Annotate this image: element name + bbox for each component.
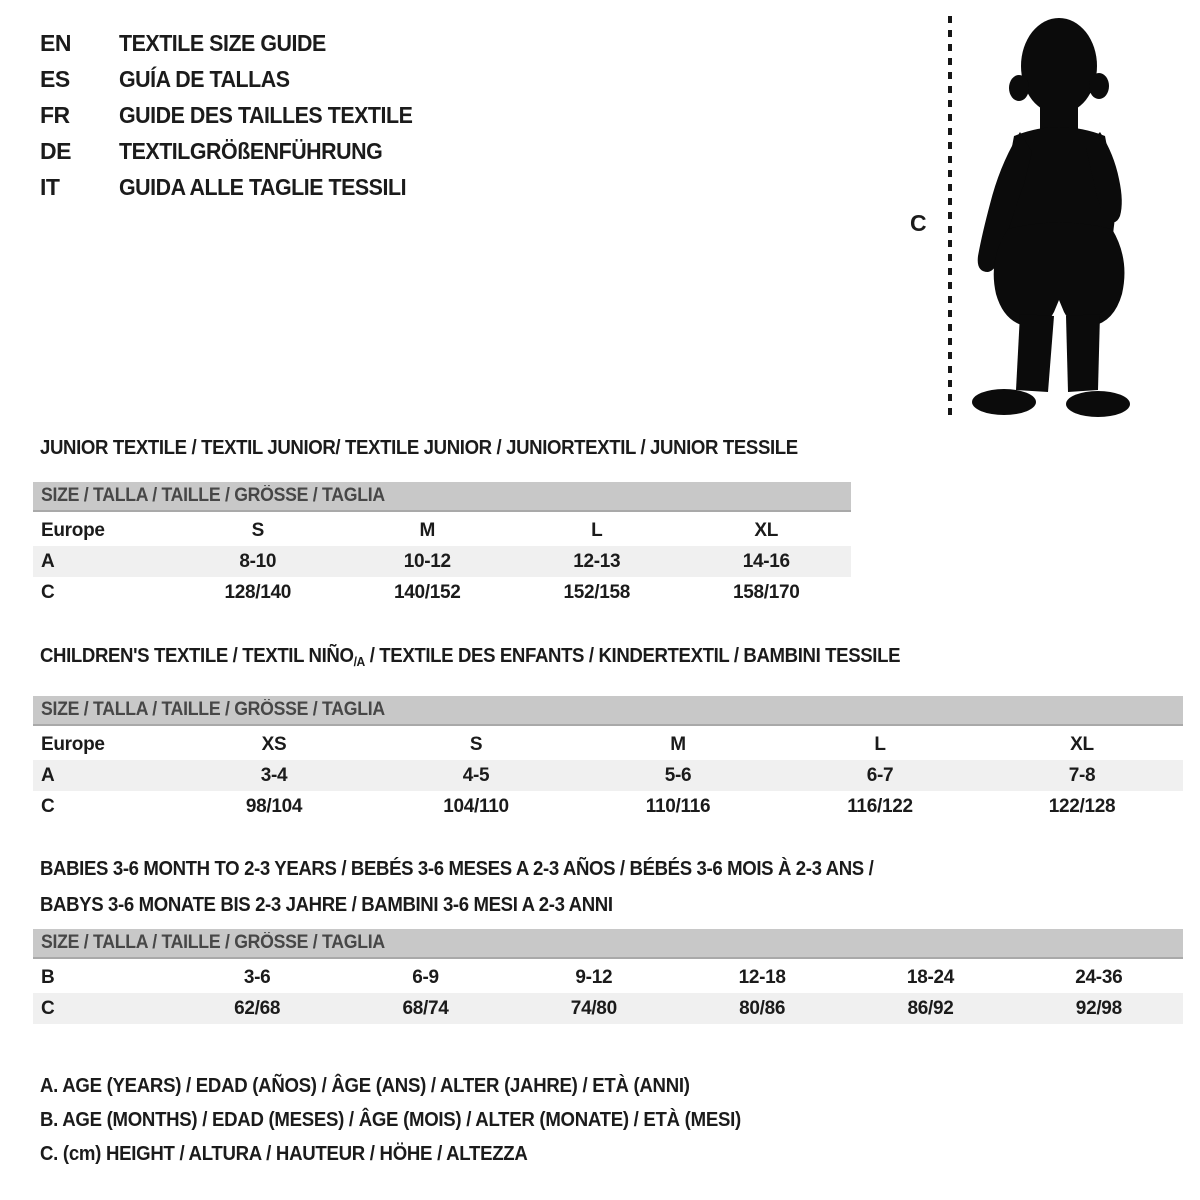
row-label: Europe (41, 733, 105, 755)
section-babies-textile (33, 851, 1183, 1024)
table-cell: 9-12 (575, 966, 613, 988)
table-cell: 80/86 (739, 997, 786, 1019)
language-row-fr (40, 97, 435, 133)
table-cell: 18-24 (906, 966, 955, 988)
table-cell: L (591, 519, 603, 541)
table-row (33, 729, 1183, 760)
table-row (33, 515, 851, 546)
footnote-legend (40, 1069, 794, 1171)
table-cell: 122/128 (1048, 795, 1116, 817)
table-row (33, 577, 851, 608)
size-header-bar: SIZE / TALLA / TAILLE / GRÖSSE / TAGLIA (33, 482, 851, 512)
section-title-line-1: BABIES 3-6 MONTH TO 2-3 YEARS / BEBÉS 3-6 MESES A 2-3 AÑOS / BÉBÉS 3-6 MOIS À 2-3 ANS / (40, 858, 874, 880)
table-cell: 128/140 (224, 581, 292, 603)
row-label: C (41, 581, 55, 603)
row-label: B (41, 966, 55, 988)
language-code: FR (40, 101, 70, 128)
table-cell: 152/158 (563, 581, 631, 603)
table-cell: 3-6 (243, 966, 271, 988)
guide-title-it: GUIDA ALLE TAGLIE TESSILI (119, 173, 407, 200)
table-cell: 68/74 (402, 997, 449, 1019)
table-row (33, 993, 1183, 1024)
table-cell: 3-4 (260, 764, 288, 786)
section-title: JUNIOR TEXTILE / TEXTIL JUNIOR/ TEXTILE JUNIOR / JUNIORTEXTIL / JUNIOR TESSILE (40, 437, 798, 459)
table-cell: 104/110 (443, 795, 509, 817)
table-cell: 140/152 (393, 581, 461, 603)
table-cell: 10-12 (403, 550, 451, 572)
table-cell: 98/104 (245, 795, 303, 817)
language-code: EN (40, 29, 71, 56)
table-cell: 86/92 (907, 997, 954, 1019)
guide-title-fr: GUIDE DES TAILLES TEXTILE (119, 101, 413, 128)
table-cell: 8-10 (239, 550, 277, 572)
table-row (33, 962, 1183, 993)
table-cell: S (469, 733, 483, 755)
table-cell: 5-6 (664, 764, 692, 786)
section-title: CHILDREN'S TEXTILE / TEXTIL $NIÑO_{/A}$ / TEXTILE DES ENFANTS / KINDERTEXTIL / BAMBINI TESSILE (40, 645, 901, 669)
toddler-silhouette-icon (962, 14, 1142, 418)
table-cell: XS (261, 733, 287, 755)
table-cell: 4-5 (462, 764, 490, 786)
language-row-es (40, 61, 435, 97)
children-size-table (33, 729, 1183, 822)
language-row-de (40, 133, 435, 169)
table-cell: 24-36 (1075, 966, 1123, 988)
row-label: A (41, 764, 55, 786)
language-row-it (40, 169, 435, 205)
height-measure-label: C (910, 210, 927, 236)
language-code: DE (40, 137, 71, 164)
row-label: A (41, 550, 55, 572)
size-header-bar: SIZE / TALLA / TAILLE / GRÖSSE / TAGLIA (33, 929, 1183, 959)
table-cell: 158/170 (732, 581, 800, 603)
table-cell: 74/80 (570, 997, 617, 1019)
table-cell: M (419, 519, 436, 541)
table-cell: XL (754, 519, 779, 541)
height-measure-dashed-line (948, 16, 952, 416)
table-cell: 6-7 (866, 764, 894, 786)
table-row (33, 791, 1183, 822)
guide-title-es: GUÍA DE TALLAS (119, 65, 290, 92)
table-row (33, 760, 1183, 791)
babies-size-table (33, 962, 1183, 1024)
section-junior-textile (33, 436, 851, 608)
table-cell: 14-16 (742, 550, 790, 572)
row-label: C (41, 997, 55, 1019)
table-cell: S (251, 519, 264, 541)
row-label: C (41, 795, 55, 817)
table-cell: XL (1070, 733, 1094, 755)
table-cell: 92/98 (1075, 997, 1122, 1019)
table-cell: 116/122 (847, 795, 913, 817)
table-cell: 110/116 (645, 795, 711, 817)
junior-size-table (33, 515, 851, 608)
table-cell: 7-8 (1068, 764, 1096, 786)
table-cell: L (874, 733, 886, 755)
footnote-a: A. AGE (YEARS) / EDAD (AÑOS) / ÂGE (ANS) / ALTER (JAHRE) / ETÀ (ANNI) (40, 1075, 690, 1097)
table-cell: M (670, 733, 686, 755)
table-cell: 12-13 (573, 550, 621, 572)
section-childrens-textile (33, 644, 1183, 822)
guide-title-de: TEXTILGRÖßENFÜHRUNG (119, 137, 383, 164)
footnote-c: C. (cm) HEIGHT / ALTURA / HAUTEUR / HÖHE / ALTEZZA (40, 1143, 528, 1165)
row-label: Europe (41, 519, 105, 541)
table-cell: 12-18 (738, 966, 786, 988)
size-header-bar: SIZE / TALLA / TAILLE / GRÖSSE / TAGLIA (33, 696, 1183, 726)
table-cell: 62/68 (234, 997, 281, 1019)
guide-title-en: TEXTILE SIZE GUIDE (119, 29, 326, 56)
language-code: IT (40, 173, 60, 200)
footnote-b: B. AGE (MONTHS) / EDAD (MESES) / ÂGE (MOIS) / ALTER (MONATE) / ETÀ (MESI) (40, 1109, 741, 1131)
section-title-line-2: BABYS 3-6 MONATE BIS 2-3 JAHRE / BAMBINI 3-6 MESI A 2-3 ANNI (40, 894, 613, 916)
language-row-en (40, 25, 435, 61)
language-title-list (40, 25, 435, 205)
table-row (33, 546, 851, 577)
language-code: ES (40, 65, 70, 92)
table-cell: 6-9 (412, 966, 439, 988)
